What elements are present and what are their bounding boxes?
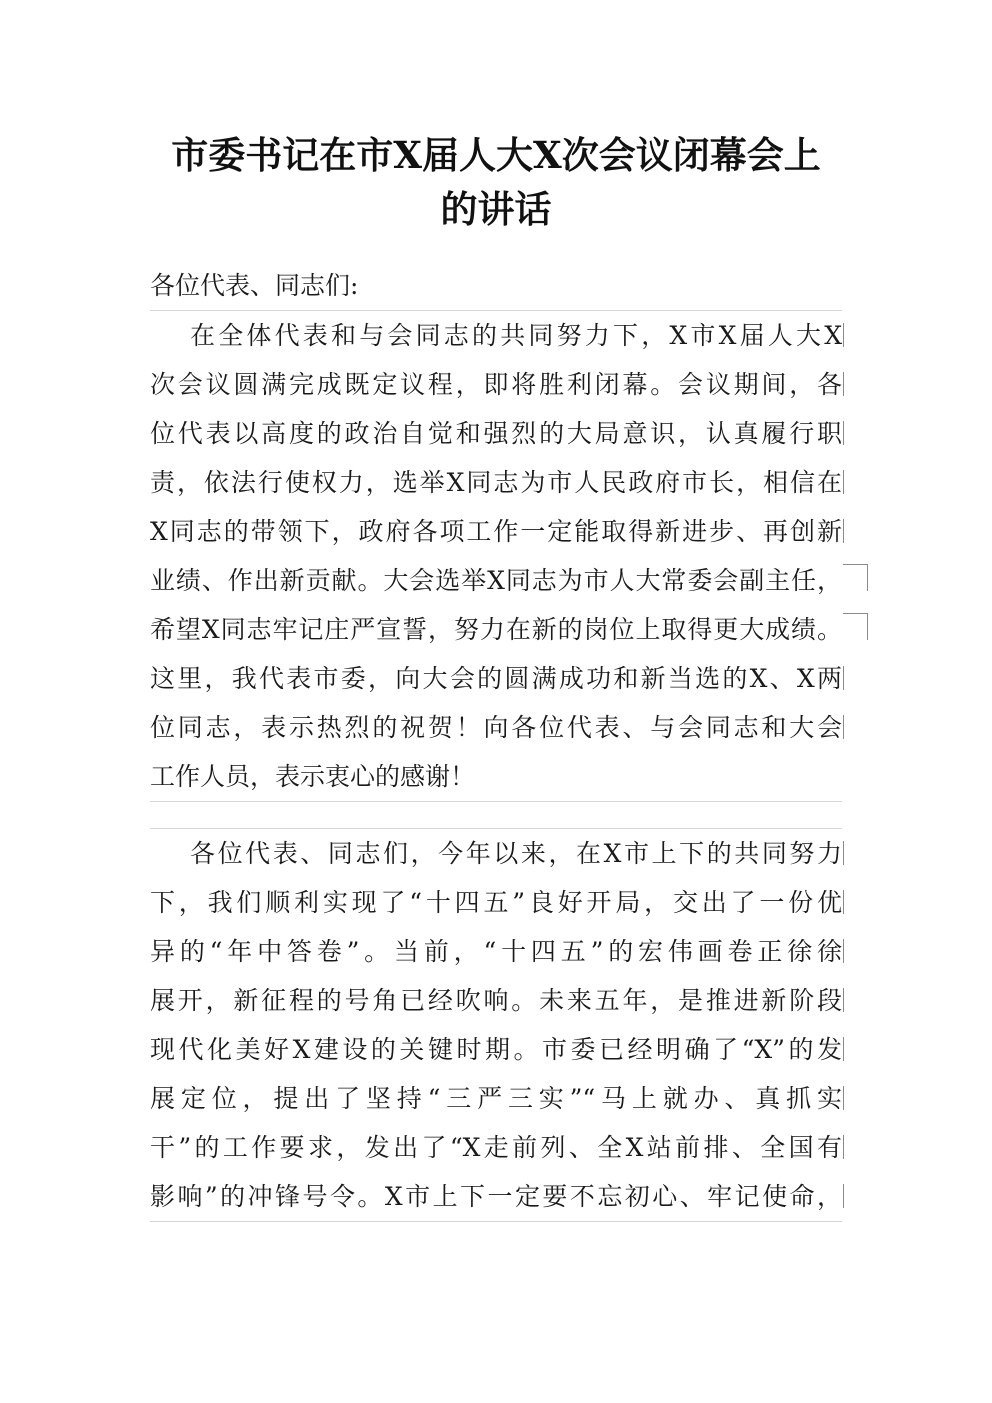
- paragraph-line: [150, 409, 842, 458]
- line-end-marker: [843, 1135, 844, 1159]
- line-end-marker: [843, 715, 844, 739]
- line-end-marker: [843, 939, 844, 963]
- line-end-marker: [843, 1086, 844, 1110]
- line-text: 业绩、作出新贡献。大会选举X同志为市人大常委会副主任，: [150, 566, 842, 595]
- line-end-marker: [843, 519, 844, 543]
- line-end-marker: [843, 421, 844, 445]
- paragraph-line: [150, 311, 842, 360]
- line-end-marker: [843, 1184, 844, 1208]
- line-text: 现代化美好X建设的关键时期。市委已经明确了“X”的发: [150, 1035, 842, 1064]
- paragraph-line: [150, 752, 842, 801]
- title-line-2: 的讲话: [440, 187, 552, 231]
- line-text: 展定位，提出了坚持“三严三实”“马上就办、真抓实: [150, 1084, 842, 1113]
- paragraph-1: [150, 310, 842, 802]
- line-end-marker: [843, 988, 844, 1012]
- line-text: 影响”的冲锋号令。X市上下一定要不忘初心、牢记使命，: [150, 1182, 842, 1211]
- paragraph-line: [150, 878, 842, 927]
- overflow-corner-marker: [843, 613, 868, 640]
- document-title: [120, 128, 872, 236]
- line-text: 位代表以高度的政治自觉和强烈的大局意识，认真履行职: [150, 419, 842, 448]
- line-end-marker: [843, 372, 844, 396]
- paragraph-line: [150, 507, 842, 556]
- paragraph-line: [150, 654, 842, 703]
- paragraph-line: [150, 1074, 842, 1123]
- paragraph-line: [150, 1025, 842, 1074]
- line-text: 责，依法行使权力，选举X同志为市人民政府市长，相信在: [150, 468, 842, 497]
- paragraph-line: [150, 605, 842, 654]
- paragraph-line: [150, 927, 842, 976]
- paragraph-line: [150, 458, 842, 507]
- overflow-corner-marker: [843, 564, 868, 591]
- line-text: 这里，我代表市委，向大会的圆满成功和新当选的X、X两: [150, 664, 842, 693]
- line-end-marker: [843, 890, 844, 914]
- line-text: 次会议圆满完成既定议程，即将胜利闭幕。会议期间，各: [150, 370, 842, 399]
- line-end-marker: [843, 666, 844, 690]
- paragraph-line: [150, 1172, 842, 1221]
- line-text: X同志的带领下，政府各项工作一定能取得新进步、再创新: [150, 517, 842, 546]
- line-text: 干”的工作要求，发出了“X走前列、全X站前排、全国有: [150, 1133, 842, 1162]
- line-text: 下，我们顺利实现了“十四五”良好开局，交出了一份优: [150, 888, 842, 917]
- paragraph-line: [150, 829, 842, 878]
- line-text: 各位代表、同志们，今年以来，在X市上下的共同努力: [190, 839, 842, 868]
- title-line-1: 市委书记在市X届人大X次会议闭幕会上: [171, 133, 821, 177]
- line-text: 工作人员，表示衷心的感谢！: [150, 762, 476, 791]
- salutation: 各位代表、同志们:: [150, 271, 359, 300]
- line-end-marker: [843, 323, 844, 347]
- line-end-marker: [843, 470, 844, 494]
- line-text: 希望X同志牢记庄严宣誓，努力在新的岗位上取得更大成绩。: [150, 615, 842, 644]
- paragraph-line: [150, 360, 842, 409]
- line-end-marker: [843, 1037, 844, 1061]
- line-end-marker: [843, 841, 844, 865]
- paragraph-line: [150, 976, 842, 1025]
- paragraph-line: [150, 703, 842, 752]
- line-text: 在全体代表和与会同志的共同努力下，X市X届人大X: [190, 321, 842, 350]
- paragraph-line: [150, 556, 842, 605]
- line-text: 展开，新征程的号角已经吹响。未来五年，是推进新阶段: [150, 986, 842, 1015]
- paragraph-line: [150, 1123, 842, 1172]
- line-text: 位同志，表示热烈的祝贺！向各位代表、与会同志和大会: [150, 713, 842, 742]
- paragraph-2: [150, 828, 842, 1222]
- line-text: 异的“年中答卷”。当前，“十四五”的宏伟画卷正徐徐: [150, 937, 842, 966]
